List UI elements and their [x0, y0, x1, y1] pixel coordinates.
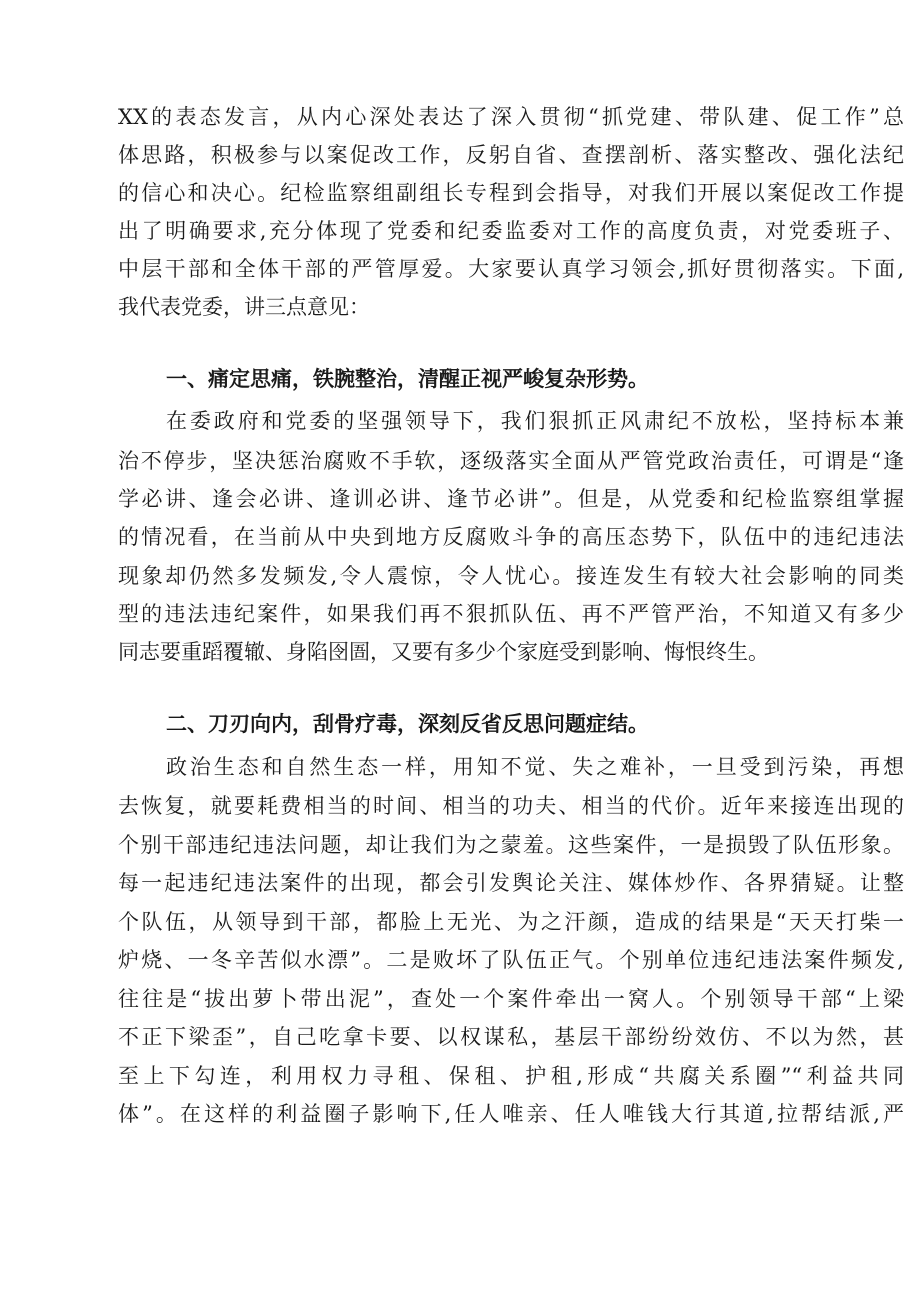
paragraph-line: 不正下梁歪”，自己吃拿卡要、以权谋私，基层干部纷纷效仿、不以为然，甚	[118, 1025, 904, 1049]
paragraph-line: 型的违法违纪案件，如果我们再不狠抓队伍、再不严管严治，不知道又有多少	[118, 602, 904, 626]
section-heading-1: 一、痛定思痛，铁腕整治，清醒正视严峻复杂形势。	[166, 367, 649, 391]
paragraph-line: 去恢复，就要耗费相当的时间、相当的功夫、相当的代价。近年来接连出现的	[118, 794, 904, 818]
paragraph-line: 炉烧、一冬辛苦似水漂”。二是败坏了队伍正气。个别单位违纪违法案件频发,	[118, 948, 904, 972]
paragraph-line: 个队伍，从领导到干部，都脸上无光、为之汗颜，造成的结果是“天天打柴一	[118, 910, 904, 934]
paragraph-line: 个别干部违纪违法问题，却让我们为之蒙羞。这些案件，一是损毁了队伍形象。	[118, 833, 904, 857]
paragraph-line: 每一起违纪违法案件的出现，都会引发舆论关注、媒体炒作、各界猜疑。让整	[118, 871, 904, 895]
paragraph-line: 的情况看，在当前从中央到地方反腐败斗争的高压态势下，队伍中的违纪违法	[118, 525, 904, 549]
paragraph-line: XX的表态发言，从内心深处表达了深入贯彻“抓党建、带队建、促工作”总	[118, 105, 904, 129]
paragraph-line: 治不停步，坚决惩治腐败不手软，逐级落实全面从严管党政治责任，可谓是“逢	[118, 449, 904, 473]
paragraph-line: 体”。在这样的利益圈子影响下,任人唯亲、任人唯钱大行其道,拉帮结派,严	[118, 1102, 904, 1126]
paragraph-line: 的信心和决心。纪检监察组副组长专程到会指导，对我们开展以案促改工作提	[118, 181, 904, 205]
paragraph-line: 学必讲、逢会必讲、逢训必讲、逢节必讲”。但是，从党委和纪检监察组掌握	[118, 487, 904, 511]
paragraph-line: 至上下勾连，利用权力寻租、保租、护租,形成“共腐关系圈”“利益共同	[118, 1064, 904, 1088]
paragraph-line: 在委政府和党委的坚强领导下，我们狠抓正风肃纪不放松，坚持标本兼	[166, 409, 904, 433]
paragraph-line: 我代表党委，讲三点意见：	[118, 295, 370, 319]
paragraph-line: 体思路，积极参与以案促改工作，反躬自省、查摆剖析、落实整改、强化法纪	[118, 143, 904, 167]
paragraph-line: 政治生态和自然生态一样，用知不觉、失之难补，一旦受到污染，再想	[166, 755, 904, 779]
paragraph-line: 现象却仍然多发频发,令人震惊，令人忧心。接连发生有较大社会影响的同类	[118, 564, 904, 588]
paragraph-line: 出了明确要求,充分体现了党委和纪委监委对工作的高度负责，对党委班子、	[118, 219, 904, 243]
paragraph-line: 中层干部和全体干部的严管厚爱。大家要认真学习领会,抓好贯彻落实。下面,	[118, 257, 904, 281]
paragraph-line: 往往是“拔出萝卜带出泥”，查处一个案件牵出一窝人。个别领导干部“上梁	[118, 987, 904, 1011]
section-heading-2: 二、刀刃向内，刮骨疗毒，深刻反省反思问题症结。	[166, 712, 649, 736]
paragraph-line: 同志要重蹈覆辙、身陷囹圄，又要有多少个家庭受到影响、悔恨终生。	[118, 640, 769, 664]
